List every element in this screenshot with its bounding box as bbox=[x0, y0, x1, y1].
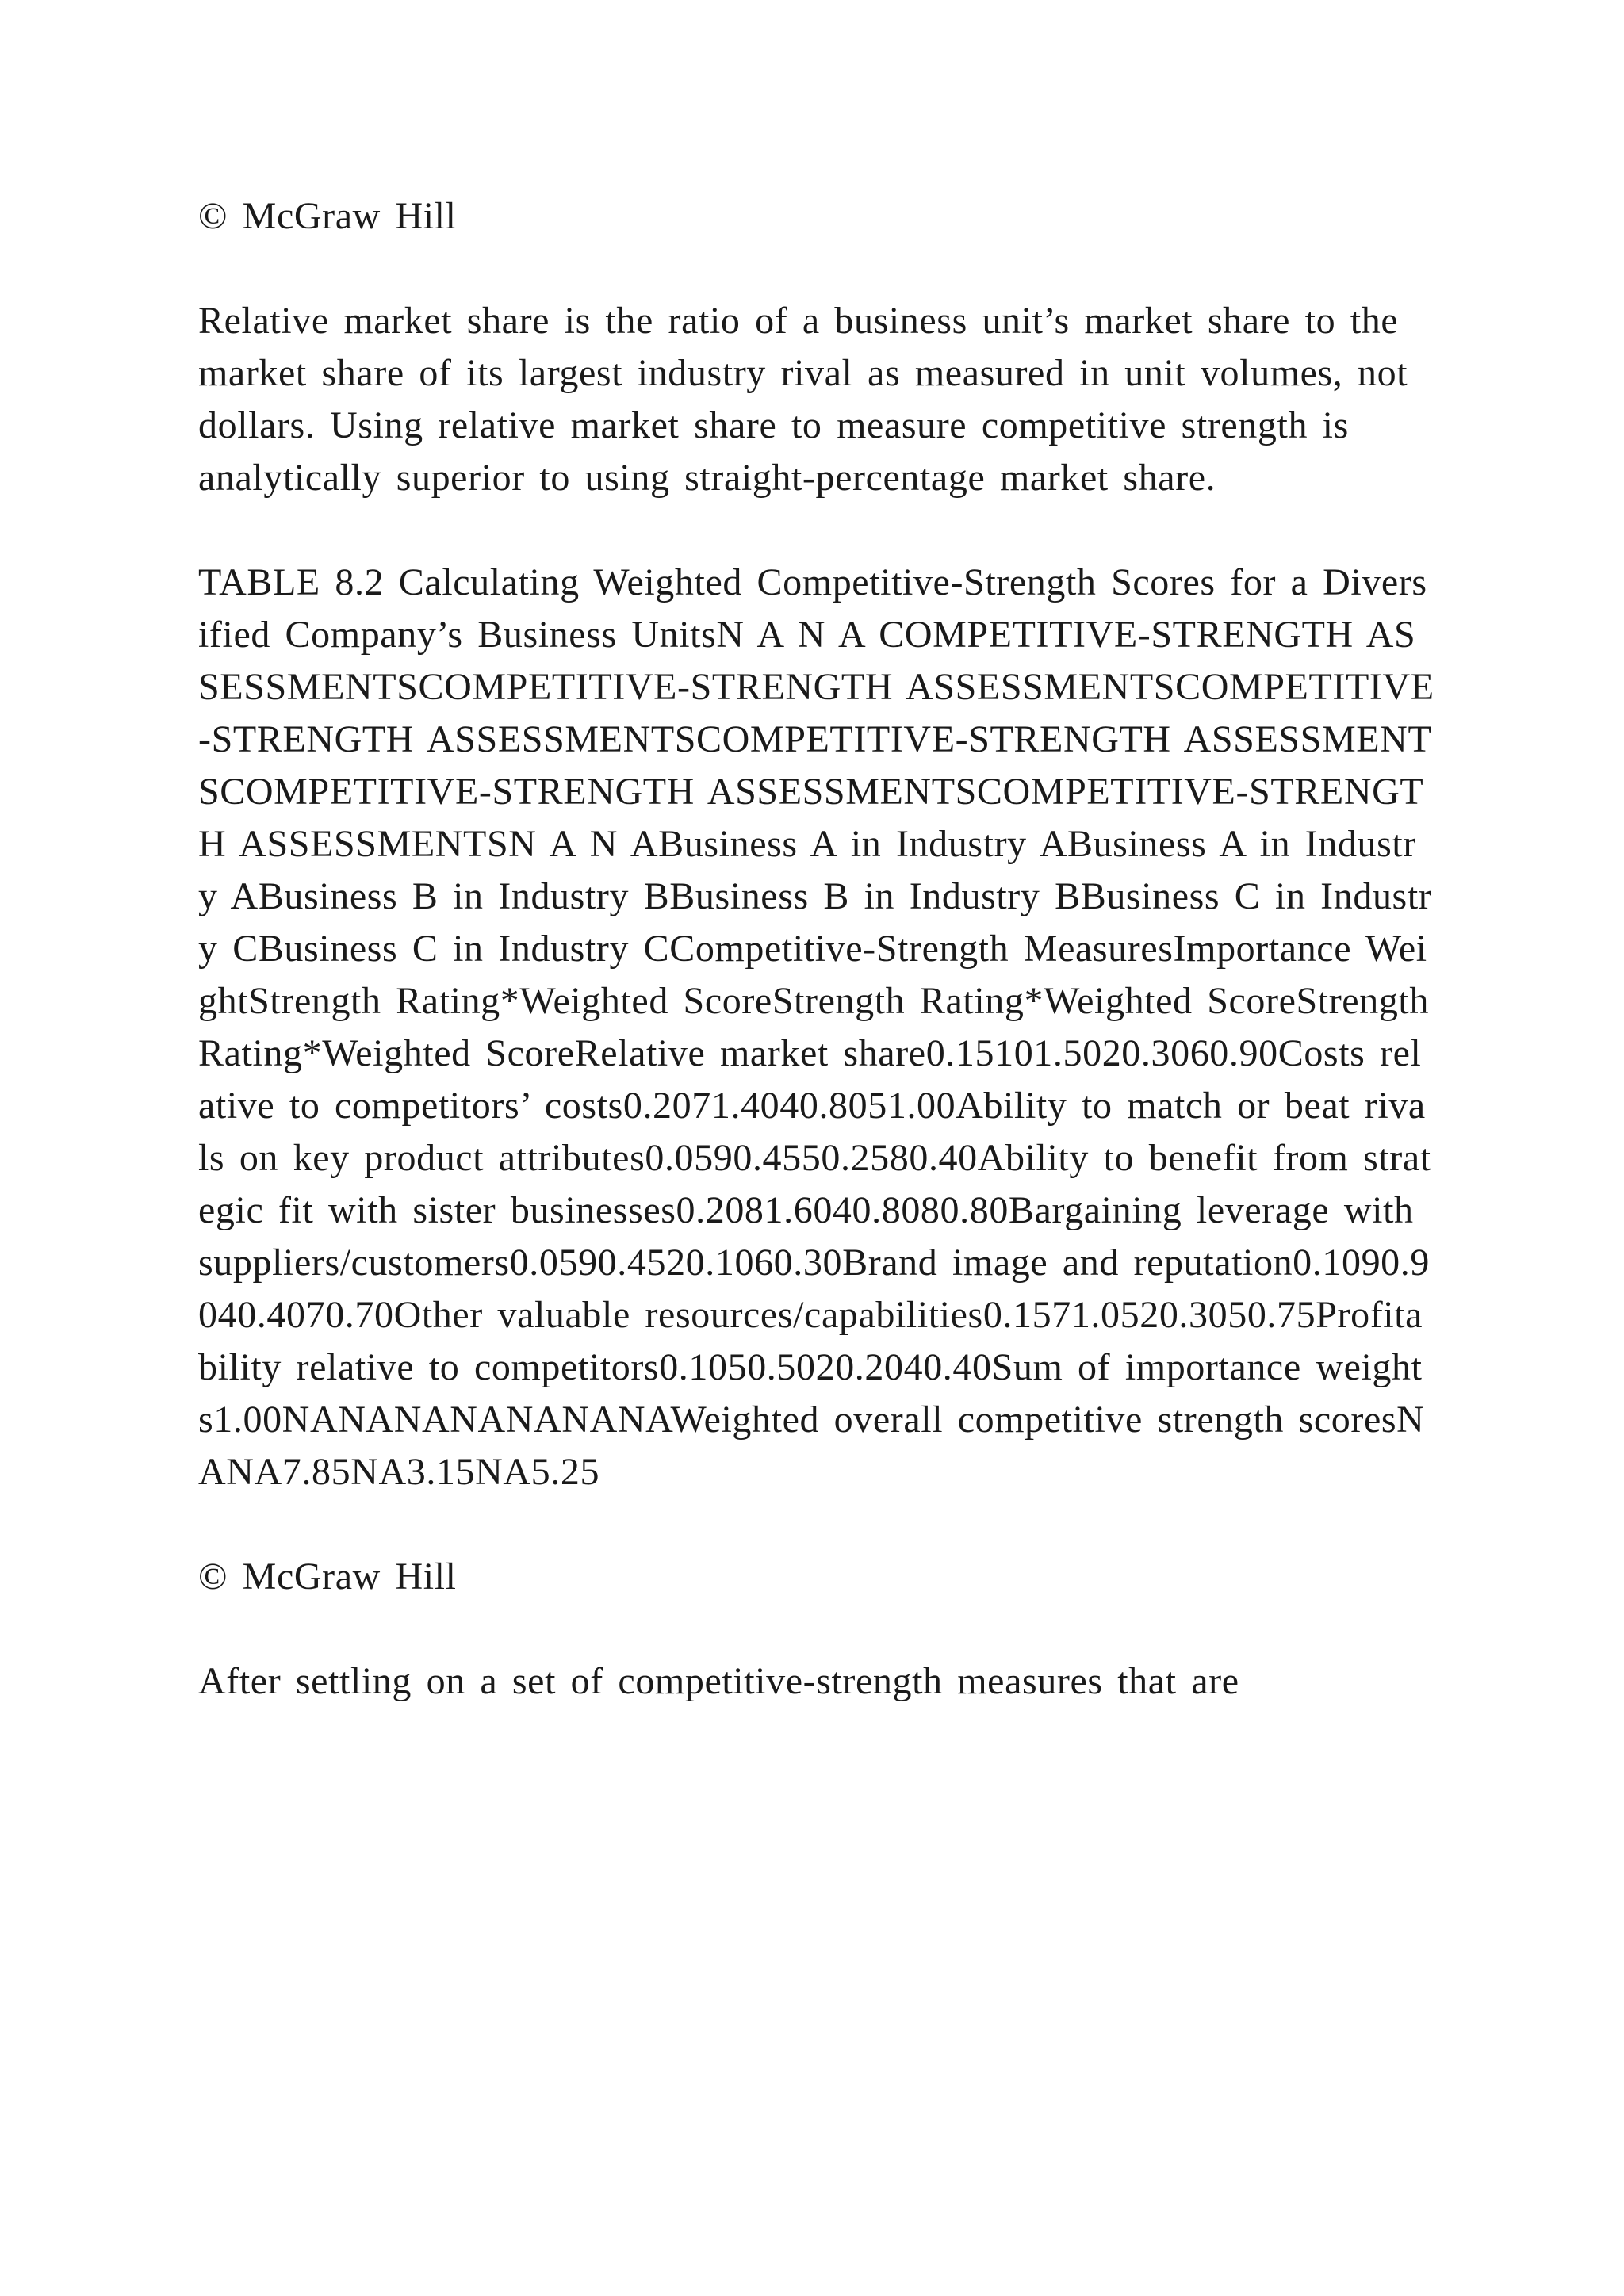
table-8-2-text: TABLE 8.2 Calculating Weighted Competitive-Strength Scores for a Diversified Company’s Business UnitsN A N A COMPETITIVE-STRENGTH ASSESSMENTSCOMPETITIVE-STRENGTH ASSESSMENTSCOMPETITIVE-STRENGTH ASSESSMENTSCOMPETITIVE-STRENGTH ASSESSMENTSCOMPETITIVE-STRENGTH ASSESSMENTSCOMPETITIVE-STRENGTH ASSESSMENTSN A N ABusiness A in Industry ABusiness A in Industry ABusiness B in Industry BBusiness B in Industry BBusiness C in Industry CBusiness C in Industry CCompetitive-Strength MeasuresImportance WeightStrength Rating*Weighted ScoreStrength Rating*Weighted ScoreStrength Rating*Weighted ScoreRelative market share0.15101.5020.3060.90Costs relative to competitors’ costs0.2071.4040.8051.00Ability to match or beat rivals on key product attributes0.0590.4550.2580.40Ability to benefit from strategic fit with sister businesses0.2081.6040.8080.80Bargaining leverage with suppliers/customers0.0590.4520.1060.30Brand image and reputation0.1090.9040.4070.70Other valuable resources/capabilities0.1571.0520.3050.75Profitability relative to competitors0.1050.5020.2040.40Sum of importance weights1.00NANANANANANANAWeighted overall competitive strength scoresNANA7.85NA3.15NA5.25 bbox=[198, 561, 1434, 1493]
copyright-notice-bottom: © McGraw Hill bbox=[198, 1556, 457, 1598]
relative-market-share-paragraph: Relative market share is the ratio of a business unit’s market share to the market share of its largest industry rival as measured in unit volumes, not dollars. Using relative market share to measure competitive strength is analytically superior to using straight-percentage market share. bbox=[198, 300, 1408, 499]
closing-paragraph: After settling on a set of competitive-strength measures that are bbox=[198, 1660, 1239, 1702]
copyright-notice-top: © McGraw Hill bbox=[198, 195, 457, 237]
document-body bbox=[198, 190, 1435, 1760]
